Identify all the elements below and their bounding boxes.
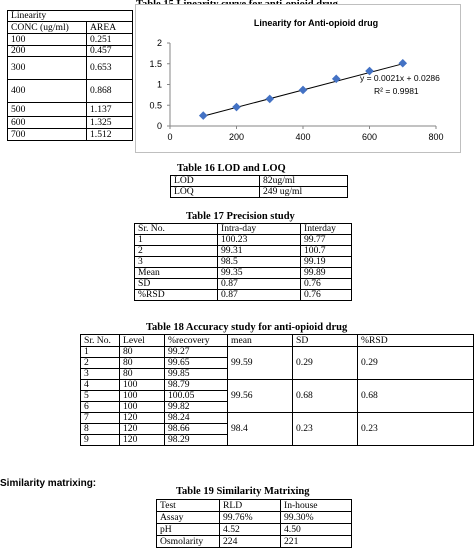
table-row	[81, 347, 474, 358]
table-cell: 120	[120, 413, 165, 424]
table-cell: 99.27	[165, 347, 228, 358]
table19-caption: Table 19 Similarity Matrixing	[176, 486, 310, 497]
sd-cell: 0.23	[293, 413, 358, 446]
data-point	[233, 103, 240, 110]
conc-header: CONC (ug/ml)	[8, 22, 87, 34]
table-row	[81, 380, 474, 391]
table-row	[8, 46, 133, 57]
conc-cell: 200	[8, 46, 87, 57]
table-cell: SD	[135, 279, 218, 290]
table-row	[135, 257, 352, 268]
table-cell: 100	[120, 391, 165, 402]
y-tick-label: 1.5	[149, 58, 162, 69]
y-tick-label: 0	[156, 121, 162, 131]
sr-no-header: Sr. No.	[135, 224, 218, 235]
table-cell: 7	[81, 413, 120, 424]
data-point	[266, 95, 273, 102]
table-cell: 98.79	[165, 380, 228, 391]
table-row	[135, 290, 352, 301]
x-tick-label: 800	[428, 132, 444, 142]
table-row	[135, 268, 352, 279]
area-cell: 0.868	[87, 80, 133, 103]
table-cell: 99.76%	[220, 512, 281, 524]
conc-cell: 700	[8, 129, 87, 141]
table-cell: 4	[81, 380, 120, 391]
linearity-chart-svg	[136, 5, 460, 152]
linearity-table	[7, 10, 133, 141]
mean-cell: 99.59	[228, 347, 293, 380]
interday-header: Interday	[301, 224, 352, 235]
table18-caption: Table 18 Accuracy study for anti-opioid drug	[146, 322, 348, 333]
mean-cell: 98.4	[228, 413, 293, 446]
x-tick-label: 400	[295, 132, 311, 142]
table-cell: 99.89	[301, 268, 352, 279]
x-tick-label: 0	[167, 132, 173, 142]
table-row	[157, 536, 352, 548]
area-cell: 0.457	[87, 46, 133, 57]
table-row	[157, 512, 352, 524]
table16-caption: Table 16 LOD and LOQ	[177, 163, 286, 174]
table-row	[135, 235, 352, 246]
table-cell: 120	[120, 435, 165, 446]
area-cell: 1.137	[87, 103, 133, 117]
table-row	[171, 187, 348, 198]
sr-no-header: Sr. No.	[81, 335, 120, 347]
sd-cell: 0.68	[293, 380, 358, 413]
sd-cell: 0.29	[293, 347, 358, 380]
area-header: AREA	[87, 22, 133, 34]
intra-day-header: Intra-day	[218, 224, 301, 235]
table-row	[81, 413, 474, 424]
table-cell: 98.29	[165, 435, 228, 446]
table-row	[8, 57, 133, 80]
table-row	[135, 279, 352, 290]
table-cell: 100	[120, 380, 165, 391]
recovery-header: %recovery	[165, 335, 228, 347]
table-row	[8, 103, 133, 117]
sd-header: SD	[293, 335, 358, 347]
table-cell: 99.82	[165, 402, 228, 413]
table-cell: 98.66	[165, 424, 228, 435]
table-cell: 99.77	[301, 235, 352, 246]
table-cell: 6	[81, 402, 120, 413]
mean-cell: 99.56	[228, 380, 293, 413]
area-cell: 0.653	[87, 57, 133, 80]
conc-cell: 500	[8, 103, 87, 117]
table-cell: 99.85	[165, 369, 228, 380]
table-cell: 1	[135, 235, 218, 246]
table-cell: 4.50	[281, 524, 352, 536]
area-cell: 1.325	[87, 117, 133, 129]
rld-header: RLD	[220, 500, 281, 512]
trendline-equation: y = 0.0021x + 0.0286	[360, 73, 440, 83]
table-cell: 224	[220, 536, 281, 548]
table-cell: 99.65	[165, 358, 228, 369]
table-cell: 99.31	[218, 246, 301, 257]
table-cell: 100	[120, 402, 165, 413]
chart-title: Linearity for Anti-opioid drug	[253, 18, 379, 28]
rsd-cell: 0.29	[358, 347, 474, 380]
table-cell: 8	[81, 424, 120, 435]
x-tick-label: 600	[361, 132, 378, 142]
y-tick-label: 1	[156, 79, 162, 90]
conc-cell: 300	[8, 57, 87, 80]
precision-table	[134, 223, 352, 301]
table-cell: Mean	[135, 268, 218, 279]
table-cell: 0.76	[301, 290, 352, 301]
table-cell: 98.5	[218, 257, 301, 268]
lod-label: LOD	[171, 176, 260, 187]
table-row	[8, 34, 133, 46]
table-cell: 80	[120, 369, 165, 380]
similarity-table	[156, 499, 352, 548]
table-cell: pH	[157, 524, 220, 536]
data-point	[299, 86, 306, 93]
table-cell: 4.52	[220, 524, 281, 536]
loq-value: 249 ug/ml	[260, 187, 348, 198]
table-cell: 3	[81, 369, 120, 380]
table-cell: 0.87	[218, 290, 301, 301]
conc-cell: 600	[8, 117, 87, 129]
table-cell: 5	[81, 391, 120, 402]
data-point	[333, 75, 340, 82]
table-cell: 3	[135, 257, 218, 268]
r-squared-label: R² = 0.9981	[374, 86, 419, 96]
table-cell: 0.87	[218, 279, 301, 290]
lod-loq-table	[170, 175, 348, 198]
conc-cell: 100	[8, 34, 87, 46]
table-cell: 2	[135, 246, 218, 257]
area-cell: 1.512	[87, 129, 133, 141]
table-row	[135, 246, 352, 257]
linearity-chart	[135, 4, 461, 153]
mean-header: mean	[228, 335, 293, 347]
loq-label: LOQ	[171, 187, 260, 198]
table-cell: 221	[281, 536, 352, 548]
table-row	[171, 176, 348, 187]
table-cell: Osmolarity	[157, 536, 220, 548]
table-row	[157, 524, 352, 536]
table-cell: 80	[120, 347, 165, 358]
section-title: Similarity matrixing:	[0, 478, 97, 489]
y-tick-label: 2	[156, 38, 162, 48]
table-cell: 9	[81, 435, 120, 446]
table-row	[8, 80, 133, 103]
table17-caption: Table 17 Precision study	[186, 211, 295, 222]
table-cell: 99.35	[218, 268, 301, 279]
table-cell: 100.05	[165, 391, 228, 402]
table-cell: 100.23	[218, 235, 301, 246]
table-cell: 99.19	[301, 257, 352, 268]
rsd-cell: 0.23	[358, 413, 474, 446]
table-row	[8, 117, 133, 129]
rsd-header: %RSD	[358, 335, 474, 347]
table-cell: 2	[81, 358, 120, 369]
data-point	[399, 60, 406, 67]
accuracy-table	[80, 334, 474, 446]
table-cell: Assay	[157, 512, 220, 524]
table-cell: 98.24	[165, 413, 228, 424]
conc-cell: 400	[8, 80, 87, 103]
in-house-header: In-house	[281, 500, 352, 512]
table-cell: %RSD	[135, 290, 218, 301]
level-header: Level	[120, 335, 165, 347]
data-point	[200, 112, 207, 119]
table-cell: 1	[81, 347, 120, 358]
table-cell: 99.30%	[281, 512, 352, 524]
linearity-section-label: Linearity	[8, 11, 133, 22]
table-row	[8, 129, 133, 141]
table-cell: 0.76	[301, 279, 352, 290]
table-cell: 100.7	[301, 246, 352, 257]
x-tick-label: 200	[228, 132, 245, 142]
table-cell: 80	[120, 358, 165, 369]
table-cell: 120	[120, 424, 165, 435]
rsd-cell: 0.68	[358, 380, 474, 413]
test-header: Test	[157, 500, 220, 512]
y-tick-label: 0.5	[149, 100, 162, 111]
area-cell: 0.251	[87, 34, 133, 46]
lod-value: 82ug/ml	[260, 176, 348, 187]
